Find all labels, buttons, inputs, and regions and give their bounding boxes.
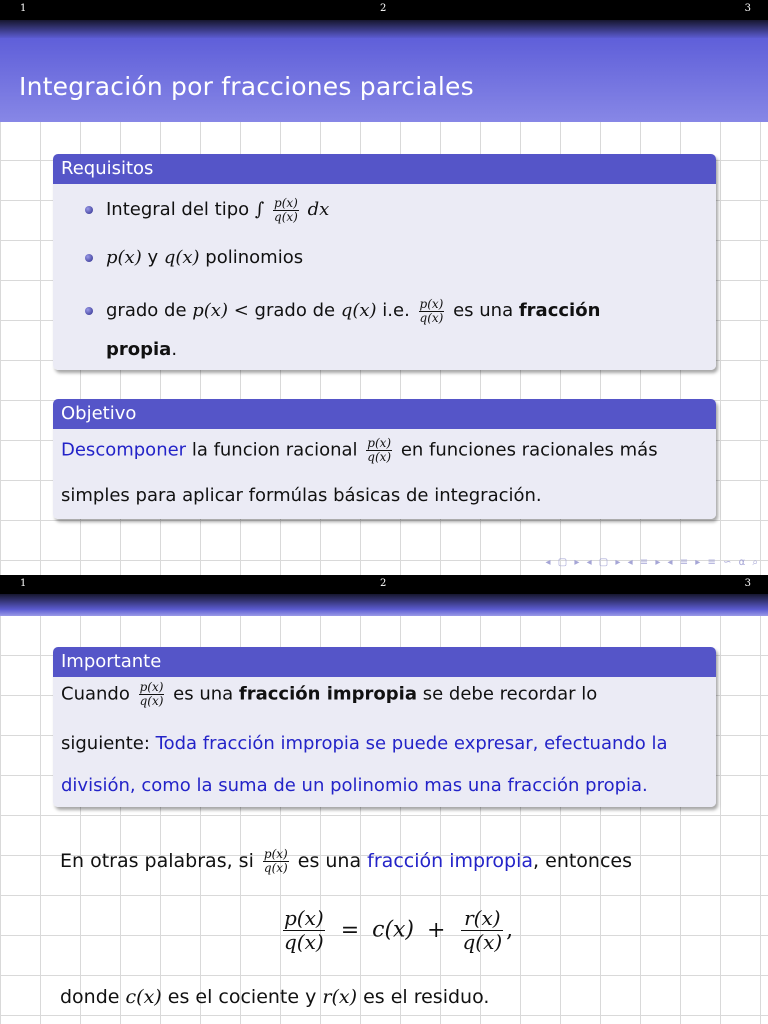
importante-line-2 [61, 733, 668, 754]
importante-block [53, 647, 716, 807]
requisitos-body [53, 184, 716, 370]
fraction: $\frac{r(x)}{q(x)}$ [462, 906, 503, 954]
math-r: r(x) [322, 986, 358, 1008]
fraction: $\frac{p(x)}{q(x)}$ [367, 436, 392, 464]
equals-sign: = [340, 917, 360, 943]
header-shade [0, 594, 768, 616]
importante-title: Importante [53, 647, 716, 677]
fraction: $\frac{p(x)}{q(x)}$ [284, 906, 324, 954]
bold-text: propia [106, 339, 172, 360]
header-shade [0, 20, 768, 38]
bullet-icon [85, 307, 93, 315]
importante-line-3: división, como la suma de un polinomio mas una fracción propia. [61, 775, 648, 796]
math-p: p(x) [106, 247, 142, 268]
nav-section-3[interactable]: 3 [744, 578, 751, 589]
highlight-text: fracción impropia [367, 850, 534, 872]
paragraph-1 [60, 848, 632, 875]
item-text: i.e. [382, 300, 410, 321]
objetivo-line-1 [61, 437, 658, 464]
integral-symbol: ∫ [254, 199, 265, 220]
list-item [53, 194, 716, 242]
frame-title-bar [0, 38, 768, 122]
fraction: $\frac{p(x)}{q(x)}$ [263, 847, 288, 875]
math-c: c(x) [125, 986, 162, 1008]
bold-text: fracción [518, 300, 601, 321]
list-item [53, 242, 716, 290]
nav-section-3[interactable]: 3 [744, 3, 751, 14]
paragraph-2 [60, 986, 489, 1008]
objetivo-title: Objetivo [53, 399, 716, 429]
bullet-icon [85, 254, 93, 262]
text: es el residuo. [363, 986, 490, 1008]
nav-section-2[interactable]: 2 [380, 578, 387, 589]
importante-body [53, 677, 716, 807]
bold-text: fracción impropia [238, 683, 417, 705]
nav-bar [0, 0, 768, 20]
item-text: grado de [254, 300, 336, 321]
importante-line-1 [61, 681, 597, 708]
list-item [53, 290, 716, 334]
text: la funcion racional [191, 439, 358, 461]
requisitos-title: Requisitos [53, 154, 716, 184]
text: es una [297, 850, 362, 872]
bullet-icon [85, 206, 93, 214]
item-text: polinomios [205, 247, 304, 268]
item-text: grado de [106, 300, 187, 321]
item-text: es una [453, 300, 514, 321]
plus-sign: + [427, 917, 446, 943]
text: en funciones racionales más [400, 439, 658, 461]
text: En otras palabras, si [60, 850, 254, 872]
item-text: Integral del tipo [106, 199, 250, 220]
math-q: q(x) [163, 247, 200, 268]
comma: , [506, 917, 514, 943]
text: donde [60, 986, 120, 1008]
dx: dx [307, 199, 330, 220]
text: , entonces [533, 850, 633, 872]
highlight-text: Toda fracción impropia se puede expresar, efectuando la [155, 733, 668, 754]
fraction: $\frac{p(x)}{q(x)}$ [274, 195, 298, 224]
requisitos-block [53, 154, 716, 370]
math-q: q(x) [340, 300, 377, 321]
beamer-nav-symbols[interactable]: ◂ ▢ ▸ ◂ ▢ ▸ ◂ ≡ ▸ ◂ ≡ ▸ ≡ ∽ ⍺ ⌕ [545, 557, 760, 568]
text: se debe recordar lo [422, 683, 598, 705]
math-lt: < [233, 300, 249, 321]
objetivo-body [53, 429, 716, 519]
nav-bar [0, 575, 768, 595]
text: es el cociente y [167, 986, 317, 1008]
math-c: c(x) [372, 917, 415, 943]
nav-section-1[interactable]: 1 [20, 578, 27, 589]
period: . [171, 339, 178, 360]
fraction: $\frac{p(x)}{q(x)}$ [419, 296, 444, 325]
page-title: Integración por fracciones parciales [19, 72, 474, 101]
text: Cuando [61, 683, 130, 705]
highlight-text: Descomponer [61, 439, 187, 461]
nav-section-2[interactable]: 2 [380, 3, 387, 14]
display-equation [280, 907, 513, 954]
fraction: $\frac{p(x)}{q(x)}$ [139, 680, 164, 708]
list-item-continuation [53, 334, 716, 366]
text: siguiente: [61, 733, 150, 754]
objetivo-line-2: simples para aplicar formúlas básicas de integración. [61, 485, 542, 506]
math-p: p(x) [192, 300, 228, 321]
item-text: y [147, 247, 159, 268]
objetivo-block [53, 399, 716, 519]
text: es una [173, 683, 234, 705]
nav-section-1[interactable]: 1 [20, 3, 27, 14]
